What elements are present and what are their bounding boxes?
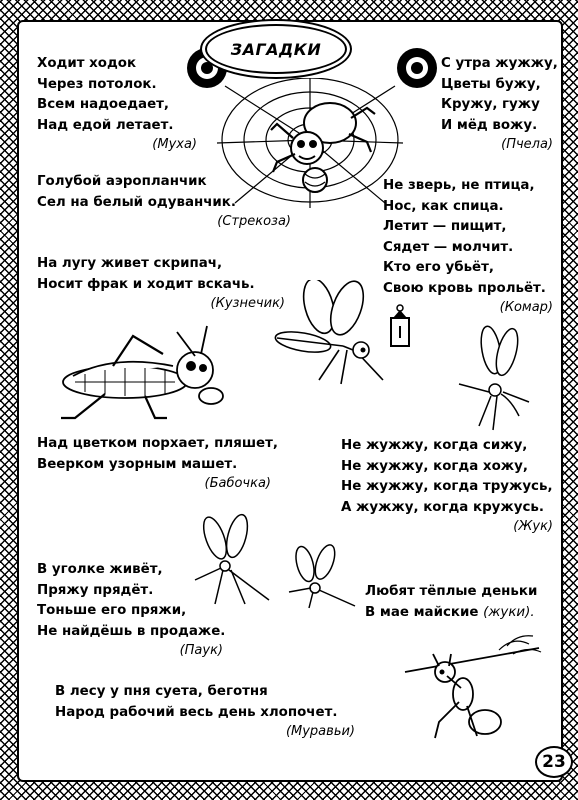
content-panel	[17, 20, 563, 782]
riddle-line: Свою кровь прольёт.	[383, 280, 546, 296]
mosquito-illustration	[449, 324, 545, 434]
riddle-line: Кто его убьёт,	[383, 260, 494, 275]
riddle-line: Не найдёшь в продаже.	[37, 623, 226, 639]
riddle-spider	[37, 560, 226, 660]
riddle-line: Летит — пищит,	[383, 219, 507, 234]
riddle-line: В уголке живёт,	[37, 562, 163, 577]
riddle-answer: (Кузнечик)	[210, 296, 285, 311]
riddle-line: В мае майские	[365, 604, 479, 620]
riddle-line: Носит фрак и ходит вскачь.	[37, 276, 255, 292]
riddle-line: Тоньше его пряжи,	[37, 603, 187, 618]
grasshopper-violin-illustration	[45, 324, 235, 424]
riddle-line-with-answer	[365, 603, 553, 624]
riddle-answer: (Бабочка)	[204, 476, 271, 491]
riddle-line: Народ рабочий весь день хлопочет.	[55, 704, 338, 720]
riddle-bee	[441, 54, 558, 154]
riddle-line: Через потолок.	[37, 76, 157, 92]
riddle-answer: (Муравьи)	[285, 724, 355, 739]
page-title: ЗАГАДКИ	[205, 24, 347, 74]
riddle-line: Цветы бужу,	[441, 76, 541, 92]
riddle-answer: (Жук)	[513, 519, 553, 534]
riddle-line: Пряжу прядёт.	[37, 582, 154, 598]
mosquito-lantern-illustration	[257, 280, 417, 390]
riddle-line: В лесу у пня суета, беготня	[55, 684, 268, 699]
riddle-answer: (Пчела)	[501, 137, 553, 152]
ant-illustration	[399, 632, 547, 742]
riddle-line: На лугу живет скрипач,	[37, 256, 223, 271]
riddle-butterfly	[37, 434, 278, 493]
riddle-line: Не жужжу, когда тружусь,	[341, 479, 553, 494]
riddle-line: Любят тёплые деньки	[365, 584, 538, 599]
riddle-line: Сядет — молчит.	[383, 239, 514, 255]
riddle-answer: (Муха)	[152, 137, 197, 152]
riddle-dragonfly	[37, 172, 291, 231]
riddle-line: Веерком узорным машет.	[37, 456, 238, 472]
page-number: 23	[535, 746, 573, 778]
riddle-grasshopper	[37, 254, 285, 313]
riddle-may-beetles	[365, 582, 553, 623]
riddle-line: Нос, как спица.	[383, 198, 504, 214]
riddle-line: А жужжу, когда кружусь.	[341, 499, 544, 515]
riddle-line: Не зверь, не птица,	[383, 178, 535, 193]
riddle-answer: (Комар)	[499, 300, 553, 315]
riddle-line: Голубой аэропланчик	[37, 174, 207, 189]
riddle-line: С утра жужжу,	[441, 56, 558, 71]
riddle-beetle	[341, 436, 553, 536]
riddle-line: Не жужжу, когда сижу,	[341, 438, 528, 453]
riddle-line: Кружу, гужу	[441, 97, 540, 112]
riddle-line: Сел на белый одуванчик.	[37, 194, 236, 210]
riddle-ants	[55, 682, 355, 741]
riddle-line: Не жужжу, когда хожу,	[341, 458, 528, 474]
riddle-answer: (Стрекоза)	[217, 214, 291, 229]
riddle-line: Над едой летает.	[37, 117, 174, 133]
riddle-answer: (Паук)	[179, 643, 223, 658]
riddle-line: Всем надоедает,	[37, 97, 169, 112]
riddle-line: Над цветком порхает, пляшет,	[37, 436, 278, 451]
riddle-line: Ходит ходок	[37, 56, 137, 71]
riddle-line: И мёд вожу.	[441, 117, 538, 133]
riddle-answer: (жуки).	[483, 604, 535, 620]
riddle-fly	[37, 54, 197, 154]
